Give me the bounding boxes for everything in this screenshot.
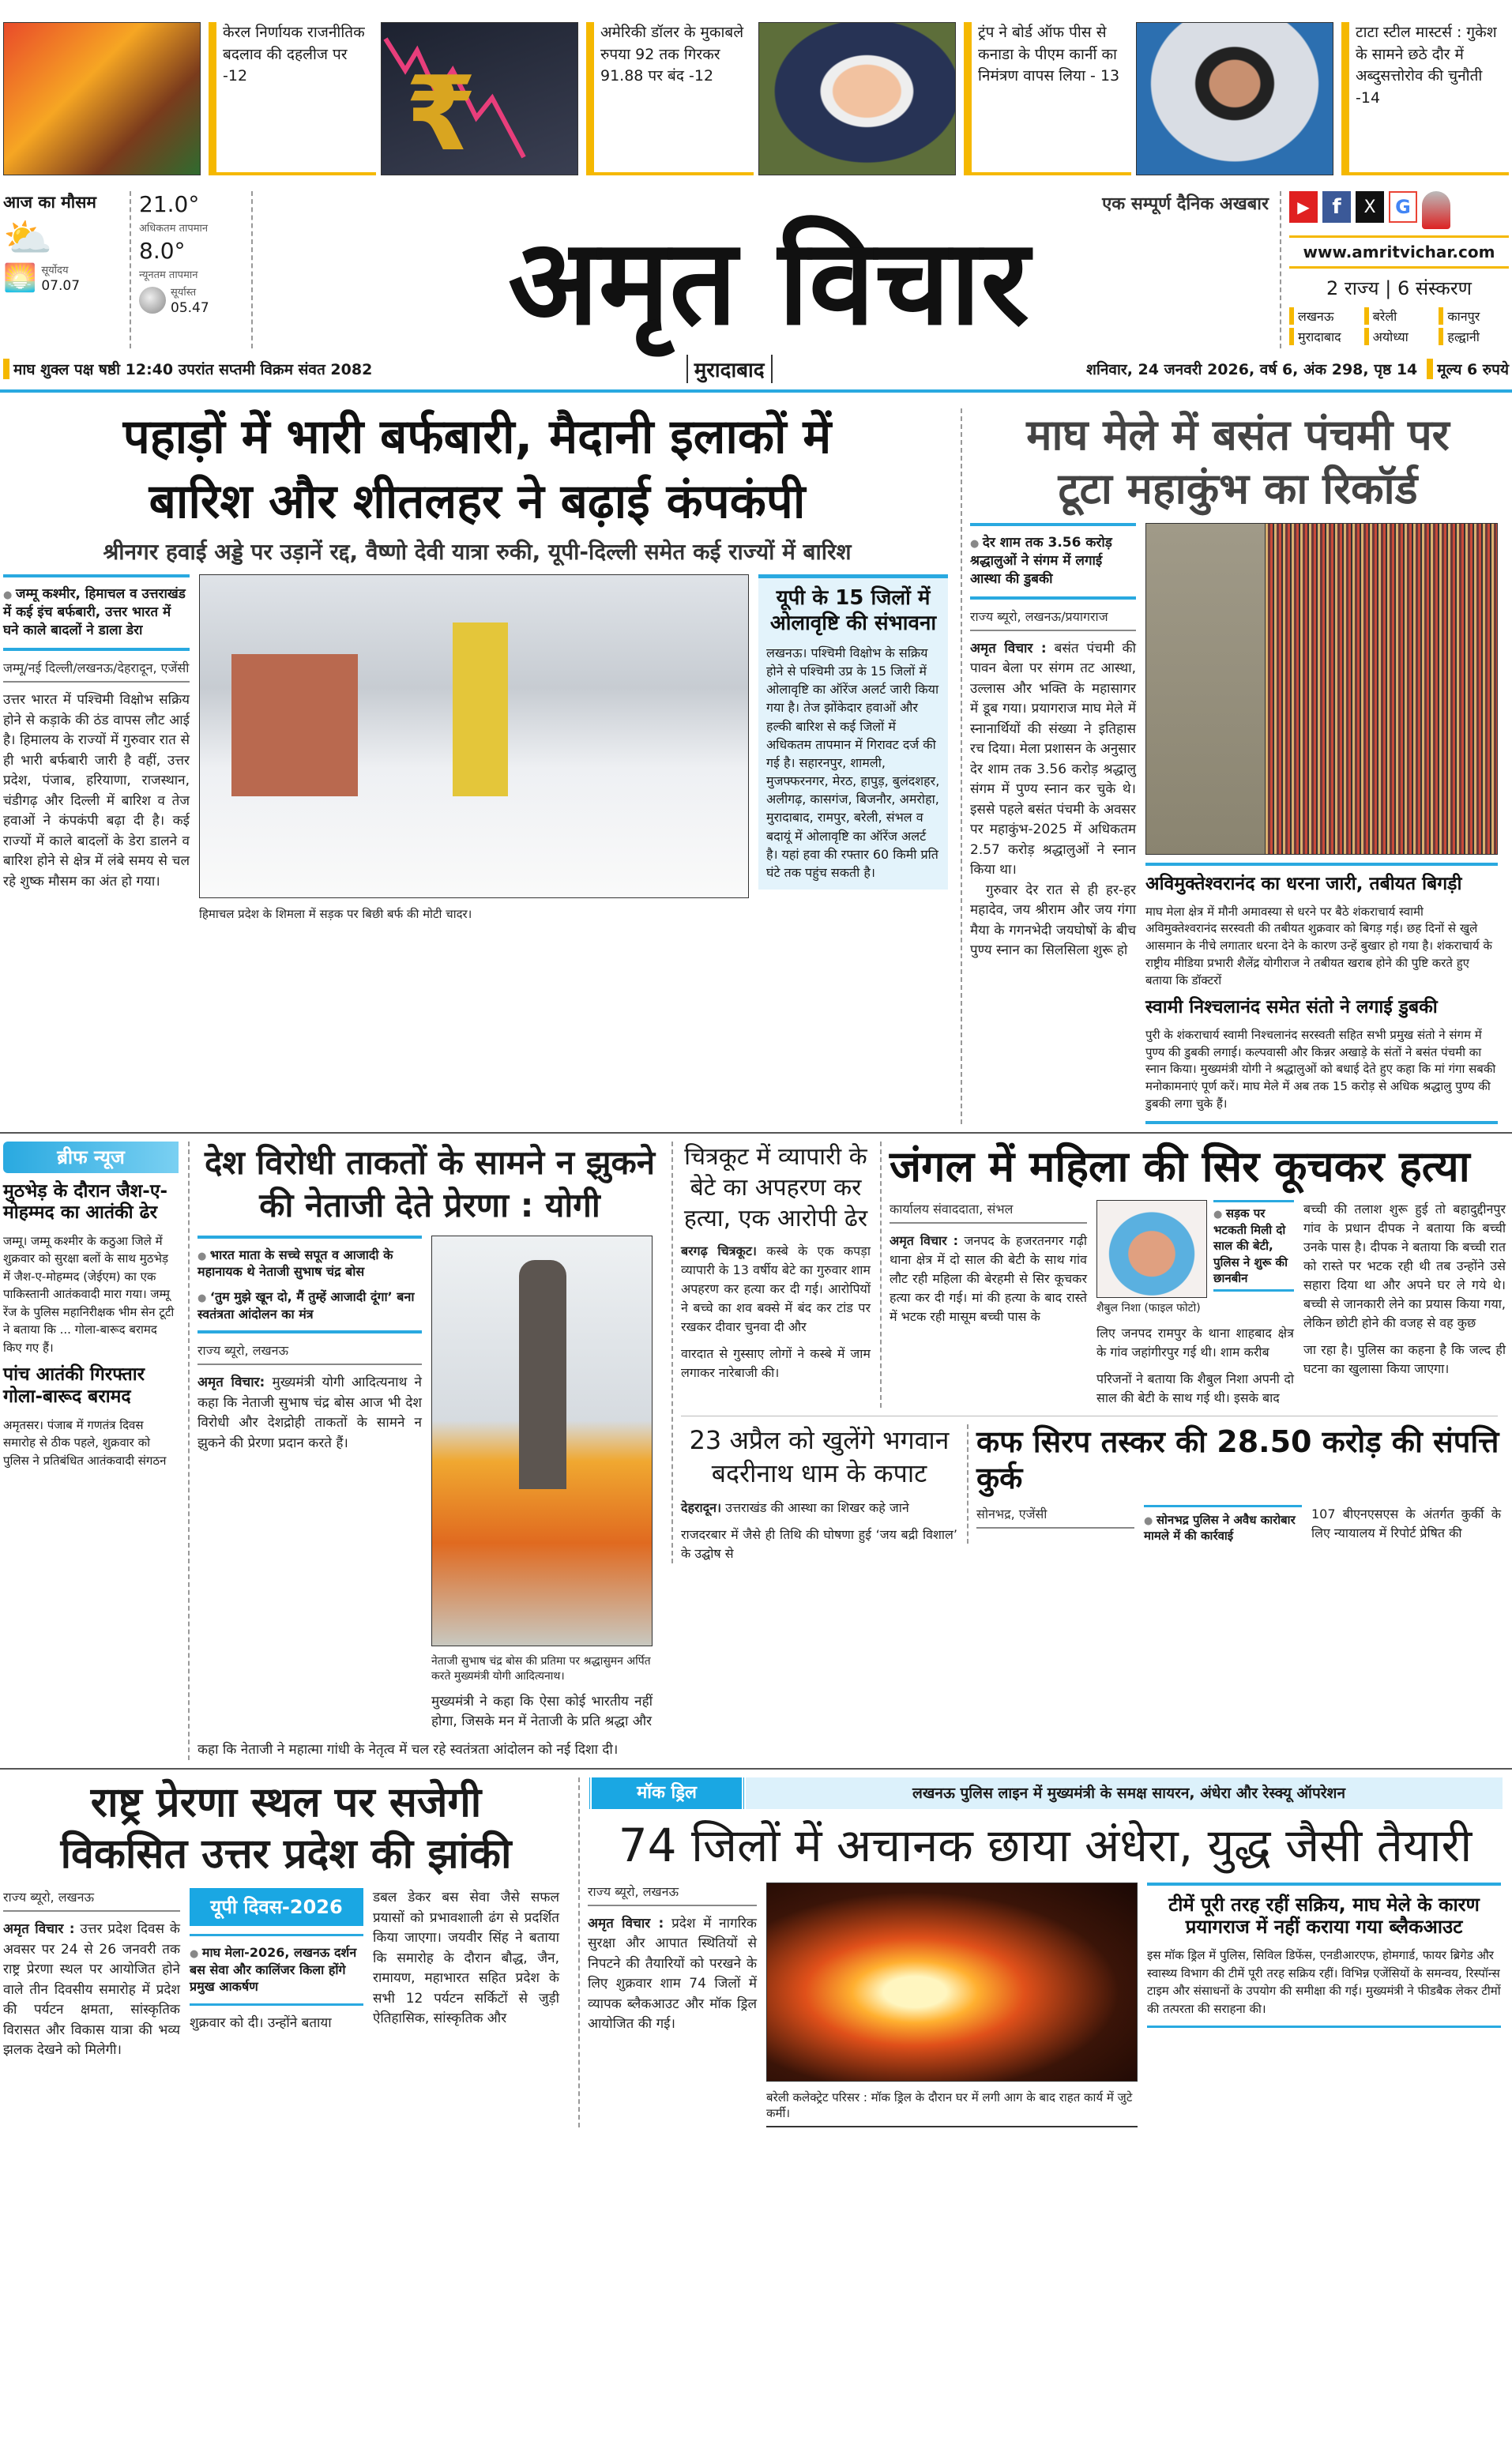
editions-summary: 2 राज्य | 6 संस्करण	[1326, 277, 1472, 299]
magh-headline-line1: माघ मेले में बसंत पंचमी पर	[1026, 410, 1450, 460]
states-count: 2 राज्य	[1326, 277, 1379, 299]
lead-in: अमृत विचार:	[197, 1375, 265, 1391]
victim-photo	[1096, 1200, 1207, 1298]
masthead	[0, 175, 1512, 352]
hail-sidebar	[758, 574, 948, 890]
chitrakoot-body	[681, 1242, 871, 1337]
church-tower	[453, 623, 508, 796]
website-link[interactable]: www.amritvichar.com	[1289, 235, 1509, 269]
x-icon[interactable]: X	[1356, 191, 1384, 223]
sambhal-body-text: जनपद के हजरतनगर गढ़ी थाना क्षेत्र में दो साल की बेटी के साथ गांव लौट रही महिला की बेरहमी से सिर कूचकर हत्या कर दी गई। मां की हत्या के बाद रास्ते में भटक रही मासूम बच्ची पास के	[890, 1233, 1087, 1325]
lead-body: उत्तर भारत में पश्चिमी विक्षोभ सक्रिय होने से कड़ाके की ठंड वापस लौट आई है। हिमालय के राज्यों में गुरुवार रात से ही भारी बर्फबारी जारी है वहीं, उत्तर प्रदेश, पंजाब, हरियाणा, राजस्थान, चंडीगढ़ और दिल्ली में बारिश व तेज हवाओं ने कंपकंपी बढ़ा दी है। कई राज्यों में काले बादलों के डेरा डालने व बारिश होने से क्षेत्र में लंबे समय से चल रहे शुष्क मौसम का अंत हो गया।	[3, 692, 190, 890]
netaji-body	[197, 1373, 422, 1454]
teaser-4[interactable]	[1136, 22, 1509, 175]
magh-body-text2: गुरुवार देर रात से ही हर-हर महादेव, जय श्रीराम और जय गंगा मैया के गगनभेदी जयघोषों के बीच पुण्य स्नान का सिलसिला शुरू हो	[970, 882, 1137, 959]
sambhal-headline[interactable]: जंगल में महिला की सिर कूचकर हत्या	[890, 1141, 1470, 1191]
hail-body: लखनऊ। पश्चिमी विक्षोभ के सक्रिय होने से पश्चिमी उप्र के 15 जिलों में ओलावृष्टि का ऑरेंज अलर्ट जारी किया गया है। तेज झोंकेदार हवाओं और हल्की बारिश से कई जिलों में अधिकतम तापमान में गिरावट दर्ज की गई है। सहारनपुर, शामली, मुजफ्फरनगर, मेरठ, हापुड़, बुलंदशहर, अलीगढ़, कासगंज, बिजनौर, अमरोहा, मुरादाबाद, रामपुर, बरेली, संभल व बदायूं में ओलावृष्टि का ऑरेंज अलर्ट है। यहां हवा की रफ्तार 60 किमी प्रति घंटे तक पहुंच सकती है।	[766, 645, 940, 881]
sangam-crowd-photo	[1145, 523, 1498, 855]
political-rally-photo	[3, 22, 201, 175]
hail-headline[interactable]: यूपी के 15 जिलों में ओलावृष्टि की संभावना	[769, 586, 937, 635]
sambhal-body	[890, 1232, 1087, 1326]
magh-headline[interactable]	[970, 408, 1506, 515]
trump-photo	[758, 22, 956, 175]
sambhal-right-body: बच्ची की तलाश शुरू हुई तो बहादुद्दीनपुर गांव के प्रधान दीपक ने बताया कि बच्ची उनके पास है। दीपक ने बताया कि बच्ची रात को रास्ते पर भटक रही थी तब उन्होंने उसे सहारा दिया था और अपने घर ले गये थे। बच्ची से जानकारी लेने का प्रयास किया गया, लेकिन छोटी होने की वजह से वह कुछ	[1303, 1202, 1506, 1331]
brief-headline[interactable]: मुठभेड़ के दौरान जैश-ए-मोहम्मद का आतंकी ढेर	[3, 1180, 168, 1224]
teaser-text: केरल निर्णायक राजनीतिक बदलाव की दहलीज पर	[223, 24, 365, 63]
up-diwas-bullet: ● माघ मेला-2026, लखनऊ दर्शन बस सेवा और कालिंजर किला होंगे प्रमुख आकर्षण	[190, 1944, 363, 1995]
netaji-story	[188, 1142, 662, 1760]
edition-item: लखनऊ	[1289, 307, 1360, 325]
cough-byline: सोनभद्र, एजेंसी	[976, 1505, 1134, 1529]
up-diwas-headline-line2: विकसित उत्तर प्रदेश की झांकी	[60, 1830, 512, 1879]
up-diwas-body	[3, 1920, 180, 2061]
mock-drill-story	[578, 1777, 1503, 2127]
badrinath-headline[interactable]: 23 अप्रैल को खुलेंगे भगवान बदरीनाथ धाम के कपाट	[689, 1425, 950, 1488]
sambhal-right-body-2: जा रहा है। पुलिस का कहना है कि जल्द ही घटना का खुलासा किया जाएगा।	[1303, 1342, 1506, 1377]
teaser-text: ट्रंप ने बोर्ड ऑफ पीस से कनाडा के पीएम कार्नी का निमंत्रण वापस लिया	[978, 24, 1117, 85]
teaser-strip	[0, 0, 1512, 175]
sunrise-time: 07.07	[41, 278, 81, 294]
chitrakoot-story	[681, 1142, 871, 1382]
editions-list	[1289, 307, 1509, 345]
netaji-byline: राज्य ब्यूरो, लखनऊ	[197, 1341, 422, 1365]
weather-box	[3, 191, 240, 348]
teaser-text-box	[1341, 22, 1509, 175]
min-temp: 8.0°	[139, 238, 186, 264]
blackout-side-headline[interactable]: टीमें पूरी तरह रहीं सक्रिय, माघ मेले के कारण प्रयागराज में नहीं कराया गया ब्लैकआउट	[1168, 1893, 1480, 1939]
chitrakoot-body-2: वारदात से गुस्साए लोगों ने कस्बे में जाम लगाकर नारेबाजी की।	[681, 1345, 871, 1380]
teaser-text-box	[964, 22, 1131, 175]
middle-section	[0, 1142, 1512, 1760]
chitrakoot-body-text: कस्बे के एक कपड़ा व्यापारी के 13 वर्षीय बेटे का गुरुवार शाम अपहरण कर हत्या कर दी गई। आरोपियों ने बच्चे का शव बक्से में बंद कर टांड पर रखकर दीवार चुनवा दी और	[681, 1243, 871, 1334]
logo-area	[251, 191, 1269, 352]
badrinath-body-2: राजदरबार में जैसे ही तिथि की घोषणा हुई ‘जय बद्री विशाल’ के उद्घोष से	[681, 1526, 957, 1561]
sambhal-story	[880, 1142, 1506, 1409]
up-diwas-story	[3, 1777, 569, 2061]
panchang-line: माघ शुक्ल पक्ष षष्ठी 12:40 उपरांत सप्तमी विक्रम संवत 2082	[3, 359, 372, 379]
lead-in: अमृत विचार :	[890, 1233, 959, 1249]
lead-headline-line1[interactable]: पहाड़ों में भारी बर्फबारी, मैदानी इलाकों में	[122, 409, 832, 465]
section-divider	[0, 1132, 1512, 1134]
lead-photo-caption: हिमाचल प्रदेश के शिमला में सड़क पर बिछी बर्फ की मोटी चादर।	[199, 907, 472, 922]
up-diwas-headline-line1: राष्ट्र प्रेरणा स्थल पर सजेगी	[90, 1779, 482, 1827]
edition-item: हल्द्वानी	[1439, 328, 1509, 345]
sambhal-body-2: लिए जनपद रामपुर के थाना शाहबाद क्षेत्र के गांव जहांगीरपुर गई थी। शाम करीब	[1096, 1326, 1294, 1360]
teaser-3[interactable]	[758, 22, 1131, 175]
lead-in: बरगढ़ चित्रकूट।	[681, 1243, 757, 1258]
magh-story	[961, 408, 1506, 1124]
lead-in: अमृत विचार :	[3, 1921, 75, 1938]
cough-right-body: 107 बीएनएसएस के अंतर्गत कुर्की के लिए न्यायालय में रिपोर्ट प्रेषित की	[1311, 1506, 1501, 1540]
up-diwas-body-text: उत्तर प्रदेश दिवस के अवसर पर 24 से 26 जनवरी तक राष्ट्र प्रेरणा स्थल पर आयोजित होने वाले तीन दिवसीय समारोह में प्रदेश की पर्यटन क्षमता, सांस्कृतिक विरासत और विकास यात्रा की भव्य झलक देखने को मिलेगी।	[3, 1921, 180, 2059]
sambhal-bullet: ● सड़क पर भटकती मिली दो साल की बेटी, पुलिस ने शुरू की छानबीन	[1213, 1206, 1294, 1286]
edition-item: बरेली	[1364, 307, 1435, 325]
brief-news-tab: ब्रीफ न्यूज	[3, 1142, 179, 1173]
chitrakoot-headline[interactable]: चित्रकूट में व्यापारी के बेटे का अपहरण कर हत्या, एक आरोपी ढेर	[683, 1142, 868, 1232]
teaser-text-box	[209, 22, 376, 175]
sunrise-label: सूर्योदय	[41, 265, 69, 276]
statue	[519, 1260, 566, 1489]
netaji-statue-photo	[431, 1236, 653, 1646]
max-temp-label: अधिकतम तापमान	[139, 223, 209, 235]
magh-bullet: ● देर शाम तक 3.56 करोड़ श्रद्धालुओं ने संगम में लगाई आस्था की डुबकी	[970, 534, 1136, 589]
magh-headline-line2: टूटा महाकुंभ का रिकॉर्ड	[1058, 463, 1418, 513]
up-diwas-body-3: डबल डेकर बस सेवा जैसे सफल प्रयासों को प्रभावशाली ढंग से प्रदर्शित किया जाएगा। जयवीर सिंह ने बताया कि समारोह के दौरान बौद्ध, जैन, रामायण, महाभारत सहित प्रदेश के सभी 12 पर्यटन सर्किटों से जुड़ी ऐतिहासिक, सांस्कृतिक और	[373, 1890, 559, 2027]
avimukteshwaranand-headline[interactable]: अविमुक्तेश्वरानंद का धरना जारी, तबीयत बिगड़ी	[1145, 874, 1462, 894]
right-news-group	[671, 1141, 1506, 1563]
netaji-photo-caption: नेताजी सुभाष चंद्र बोस की प्रतिमा पर श्रद्धासुमन अर्पित करते मुख्यमंत्री योगी आदित्यनाथ।	[431, 1654, 651, 1683]
netaji-bullet: ● भारत माता के सच्चे सपूत व आजादी के महानायक थे नेताजी सुभाष चंद्र बोस	[197, 1247, 422, 1281]
lead-bullet: ● जम्मू कश्मीर, हिमाचल व उत्तराखंड में कई इंच बर्फबारी, उत्तर भारत में घने काले बादलों ने डाला डेरा	[3, 585, 190, 640]
lead-subhead: श्रीनगर हवाई अड्डे पर उड़ानें रद्द, वैष्णो देवी यात्रा रुकी, यूपी-दिल्ली समेत कई राज्यों में बारिश	[103, 539, 852, 565]
rupee-falling-graph	[381, 22, 578, 175]
teaser-page: - 13	[1090, 67, 1120, 85]
teaser-page: -14	[1356, 88, 1381, 107]
up-diwas-byline: राज्य ब्यूरो, लखनऊ	[3, 1888, 180, 1912]
up-diwas-tag: यूपी दिवस-2026	[190, 1888, 363, 1926]
brief-news	[3, 1142, 179, 1469]
fire-mock-drill-photo	[766, 1883, 1138, 2082]
magh-body-text: बसंत पंचमी की पावन बेला पर संगम तट आस्था, उल्लास और भक्ति के महासागर में डूब गया। प्रयागराज माघ मेले में स्नानार्थियों की संख्या ने इतिहास रच दिया। मेला प्रशासन के अनुसार देर शाम तक 3.56 करोड़ श्रद्धालु संगम में पुण्य स्नान कर चुके थे। इससे पहले बसंत पंचमी के अवसर पर महाकुंभ-2025 में अधिकतम 2.57 करोड़ श्रद्धालुओं ने स्नान किया था।	[970, 640, 1136, 878]
mock-drill-tag: मॉक ड्रिल	[588, 1777, 746, 1809]
fire-photo-caption: बरेली कलेक्ट्रेट परिसर : मॉक ड्रिल के दौरान घर में लगी आग के बाद राहत कार्य में जुटे कर्मी।	[766, 2090, 1138, 2128]
masthead-logo: अमृत विचार	[508, 214, 1029, 352]
lead-byline: जम्मू/नई दिल्ली/लखनऊ/देहरादून, एजेंसी	[3, 659, 190, 683]
sunset-time: 05.47	[171, 300, 209, 316]
brief-headline[interactable]: पांच आतंकी गिरफ्तार गोला-बारूद बरामद	[3, 1364, 145, 1407]
partly-cloudy-icon: ⛅	[3, 215, 53, 261]
badrinath-story	[681, 1424, 957, 1563]
section-divider	[0, 1768, 1512, 1770]
sunset-label: सूर्यास्त	[171, 287, 197, 299]
mock-drill-banner	[588, 1777, 1503, 1809]
youtube-icon[interactable]: ▶	[1289, 191, 1318, 223]
lead-story	[3, 408, 951, 923]
building	[231, 654, 358, 796]
lead-headline-line2[interactable]: बारिश और शीतलहर ने बढ़ाई कंपकंपी	[149, 474, 806, 529]
blackout-side-body: इस मॉक ड्रिल में पुलिस, सिविल डिफेंस, एनडीआरएफ, होमगार्ड, फायर ब्रिगेड और स्वास्थ्य विभाग की टीमें पूरी तरह सक्रिय रहीं। विभिन्न एजेंसियों के समन्वय, रिस्पॉन्स टाइम और संसाधनों के उपयोग की समीक्षा की गई। मुख्यमंत्री ने फीडबैक लेकर टीमों की तत्परता की सराहना की।	[1147, 1948, 1501, 2016]
avimukteshwaranand-body: माघ मेला क्षेत्र में मौनी अमावस्या से धरने पर बैठे शंकराचार्य स्वामी अविमुक्तेश्वरानंद सरस्वती की तबीयत शुक्रवार को बिगड़ गई। छह दिनों से खुले आसमान के नीचे लगातार धरना देने के कारण उन्हें बुखार हो गया है। शंकराचार्य के राष्ट्रीय मीडिया प्रभारी शैलेंद्र योगीराज ने तबीयत खराब होने की पुष्टि करते हुए बताया कि डॉक्टरों	[1145, 904, 1492, 987]
bottom-section	[0, 1777, 1512, 2143]
brief-body: अमृतसर। पंजाब में गणतंत्र दिवस समारोह से ठीक पहले, शुक्रवार को पुलिस ने प्रतिबंधित आतंकवादी संगठन	[3, 1417, 167, 1468]
max-temp: 21.0°	[139, 191, 200, 217]
edition-item: मुरादाबाद	[1289, 328, 1360, 345]
netaji-body-text: मुख्यमंत्री योगी आदित्यनाथ ने कहा कि नेताजी सुभाष चंद्र बोस आज भी देश विरोधी और देशद्रोही ताकतों के सामने न झुकने की प्रेरणा प्रदान करते हैं।	[197, 1375, 422, 1451]
gukesh-chess-photo	[1136, 22, 1333, 175]
lead-in: अमृत विचार :	[970, 640, 1047, 656]
sambhal-byline: कार्यालय संवाददाता, संभल	[890, 1200, 1087, 1224]
cough-syrup-story	[967, 1424, 1506, 1544]
victim-photo-caption: शैबुल निशा (फाइल फोटो)	[1096, 1302, 1201, 1315]
rupee-chart-icon	[382, 23, 578, 175]
google-icon[interactable]: G	[1389, 191, 1417, 223]
magh-byline: राज्य ब्यूरो, लखनऊ/प्रयागराज	[970, 607, 1136, 631]
teaser-page: -12	[689, 67, 714, 85]
weather-label: आज का मौसम	[3, 193, 96, 212]
netaji-headline[interactable]: देश विरोधी ताकतों के सामने न झुकने की नेताजी देते प्रेरणा : योगी	[204, 1142, 656, 1225]
social-icons	[1289, 191, 1509, 229]
teaser-page: -12	[223, 67, 248, 85]
sambhal-body-3: परिजनों ने बताया कि शैबुल निशा अपनी दो साल की बेटी के साथ गई थी। इसके बाद	[1096, 1371, 1294, 1406]
shimla-snow-photo	[199, 574, 749, 898]
cough-syrup-headline[interactable]: कफ सिरप तस्कर की 28.50 करोड़ की संपत्ति कुर्क	[976, 1424, 1499, 1495]
sunrise-icon: 🌅	[3, 262, 37, 294]
min-temp-label: न्यूनतम तापमान	[139, 269, 198, 281]
microphone-icon	[1422, 191, 1450, 229]
mock-drill-strap: लखनऊ पुलिस लाइन में मुख्यमंत्री के समक्ष सायरन, अंधेरा और रेस्क्यू ऑपरेशन	[912, 1784, 1346, 1802]
masthead-right	[1280, 191, 1509, 348]
lead-in: देहरादून।	[681, 1499, 722, 1515]
dateline: शनिवार, 24 जनवरी 2026, वर्ष 6, अंक 298, पृष्ठ 14	[1086, 361, 1418, 378]
edition-city: मुरादाबाद	[686, 355, 773, 383]
lead-in: अमृत विचार :	[588, 1915, 664, 1932]
mock-drill-byline: राज्य ब्यूरो, लखनऊ	[588, 1883, 757, 1906]
masthead-info-bar	[0, 348, 1512, 389]
facebook-icon[interactable]: f	[1322, 191, 1351, 223]
river-water	[1146, 524, 1265, 855]
up-diwas-body-2: शुक्रवार को दी। उन्होंने बताया	[190, 2014, 332, 2031]
moon-icon	[139, 287, 166, 314]
netaji-body-3: कहा कि नेताजी ने महात्मा गांधी के नेतृत्व में चल रहे स्वतंत्रता आंदोलन को नई दिशा दी।	[197, 1741, 619, 1758]
edition-item: अयोध्या	[1364, 328, 1435, 345]
badrinath-body-text: उत्तराखंड की आस्था का शिखर कहे जाने	[725, 1499, 909, 1515]
teaser-text: अमेरिकी डॉलर के मुकाबले रुपया 92 तक गिरकर 91.88 पर बंद	[600, 24, 744, 85]
teaser-2[interactable]	[381, 22, 754, 175]
edition-item: कानपुर	[1439, 307, 1509, 325]
magh-body	[970, 639, 1136, 961]
cough-bullet: ● सोनभद्र पुलिस ने अवैध कारोबार मामले में की कार्रवाई	[1144, 1512, 1302, 1544]
editions-count: 6 संस्करण	[1397, 277, 1472, 299]
mock-drill-body-text: प्रदेश में नागरिक सुरक्षा और आपात स्थितियों से निपटने की तैयारियों को परखने के लिए शुक्रवार शाम 74 जिलों में व्यापक ब्लैकआउट और मॉक ड्रिल आयोजित की गई।	[588, 1915, 757, 2033]
top-news-section	[0, 393, 1512, 1124]
nishchalanand-body: पुरी के शंकराचार्य स्वामी निश्चलानंद सरस्वती सहित सभी प्रमुख संतो ने संगम में पुण्य की डुबकी लगाई। कल्पवासी और किन्नर अखाड़े के संतों ने बसंत पंचमी का स्नान किया। मुख्यमंत्री योगी ने श्रद्धालुओं को बधाई देते हुए कहा कि मां गंगा सबकी मनोकामनाएं पूर्ण करें। माघ मेले में अब तक 15 करोड़ से अधिक श्रद्धालु पुण्य की डुबकी लगा चुके हैं।	[1145, 1027, 1496, 1111]
netaji-bullet: ● ‘तुम मुझे खून दो, मैं तुम्हें आजादी दूंगा’ बना स्वतंत्रता आंदोलन का मंत्र	[197, 1288, 422, 1322]
up-diwas-headline[interactable]	[3, 1777, 569, 1880]
netaji-body-2: मुख्यमंत्री ने कहा कि ऐसा कोई भारतीय नहीं होगा, जिसके मन में नेताजी के प्रति श्रद्धा और	[431, 1693, 653, 1730]
teaser-1[interactable]	[3, 22, 376, 175]
nishchalanand-headline[interactable]: स्वामी निश्चलानंद समेत संतो ने लगाई डुबकी	[1145, 997, 1438, 1018]
badrinath-body	[681, 1499, 957, 1518]
mock-drill-body	[588, 1914, 757, 2035]
tagline: एक सम्पूर्ण दैनिक अखबार	[1102, 194, 1269, 214]
teaser-text: टाटा स्टील मास्टर्स : गुकेश के सामने छठे दौर में अब्दुसत्तोरोव की चुनौती	[1356, 24, 1497, 85]
brief-body: जम्मू। जम्मू कश्मीर के कठुआ जिले में शुक्रवार को सुरक्षा बलों के साथ मुठभेड़ में जैश-ए-मोहम्मद (जेईएम) का एक पाकिस्तानी आतंकवादी मारा गया। जम्मू रेंज के पुलिस महानिरीक्षक भीम सेन टूटी ने बताया कि ... गोला-बारूद बरामद किए गए हैं।	[3, 1233, 175, 1355]
price: मूल्य 6 रुपये	[1427, 359, 1509, 379]
mock-drill-headline[interactable]: 74 जिलों में अचानक छाया अंधेरा, युद्ध जैसी तैयारी	[618, 1819, 1473, 1873]
svg-text:₹: ₹	[405, 54, 477, 174]
teaser-text-box	[586, 22, 754, 175]
